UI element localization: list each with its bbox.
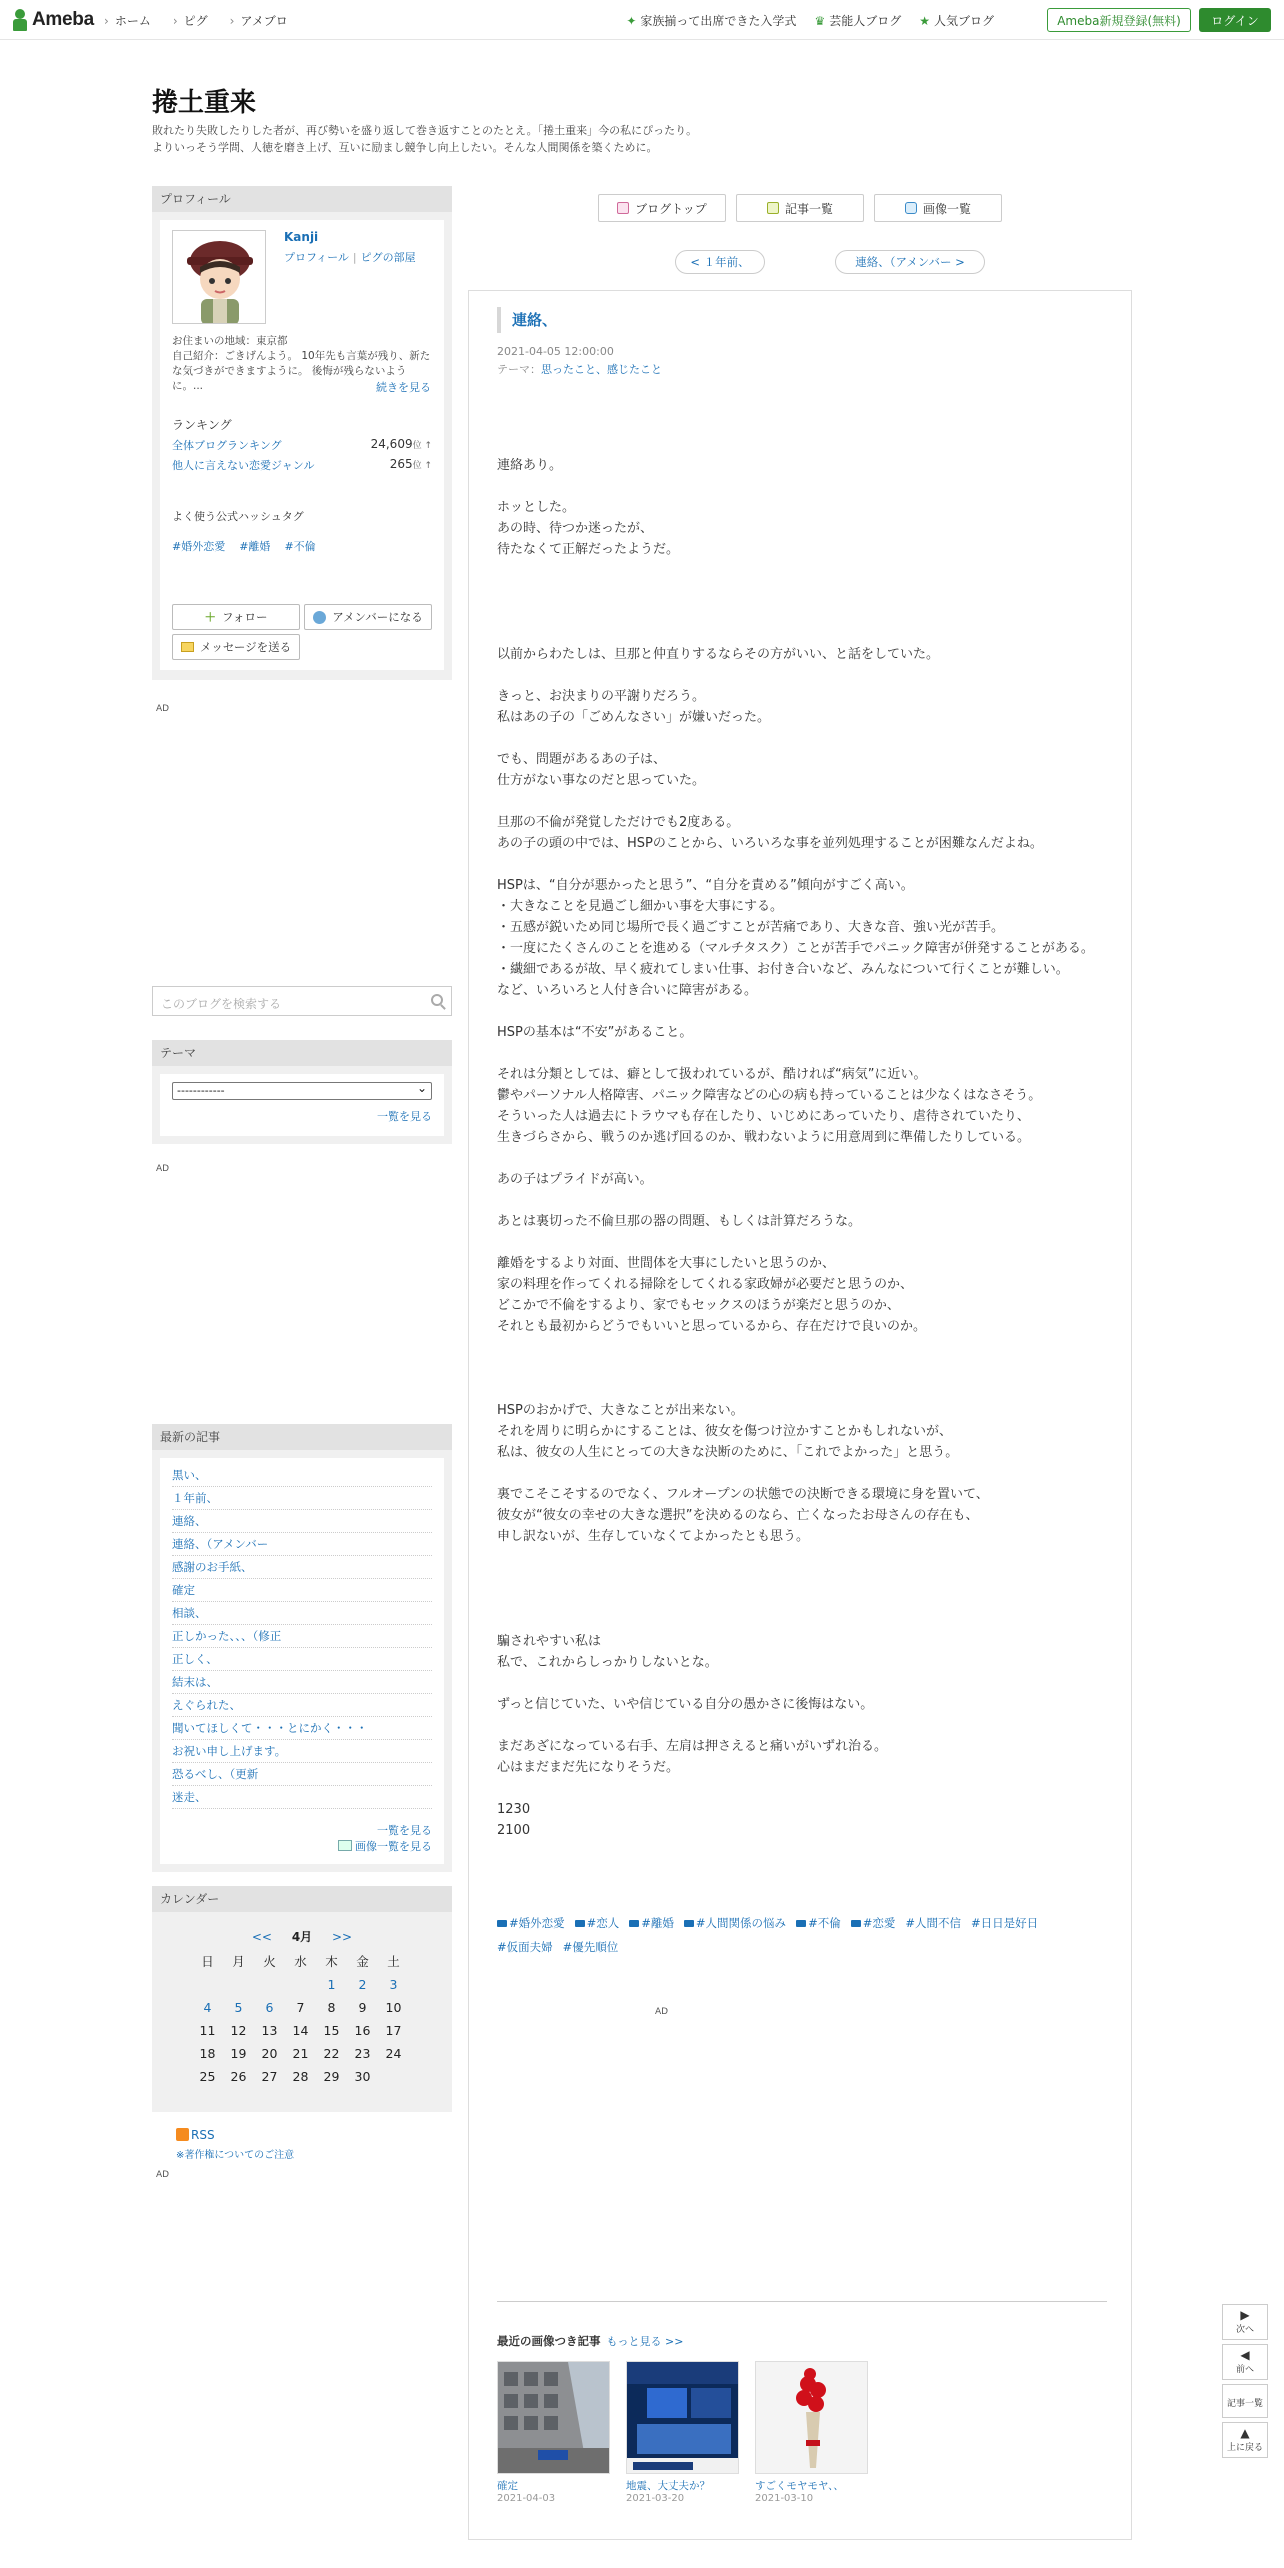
float-list-label: 記事一覧 <box>1226 2399 1263 2409</box>
calendar-month: 4月 <box>291 1930 313 1944</box>
calendar-day[interactable]: 1 <box>327 1977 336 1992</box>
calendar-grid <box>192 1950 409 2088</box>
article-list-icon <box>767 202 779 214</box>
article-tag-label: #人間不信 <box>905 1916 961 1930</box>
float-prev-label: 前へ <box>1235 2365 1254 2375</box>
recent-item[interactable]: 迷走、 <box>172 1786 432 1809</box>
blog-title[interactable]: 捲土重来 <box>152 88 257 118</box>
hashtag-title: よく使う公式ハッシュタグ <box>172 510 304 523</box>
recent-articles-box <box>152 1424 452 1872</box>
building-thumbnail <box>497 2361 610 2474</box>
calendar-weekday: 土 <box>387 1954 400 1969</box>
avatar-image <box>173 231 266 324</box>
tag-icon <box>575 1920 585 1927</box>
camera-icon <box>905 202 917 214</box>
triangle-up-icon: ▲ <box>1240 2426 1250 2440</box>
rank-genre-value <box>390 457 432 471</box>
calendar-day: 26 <box>230 2069 247 2084</box>
profile-heading: プロフィール <box>152 186 452 212</box>
article-theme-link[interactable]: 思ったこと、感じたこと <box>541 363 662 376</box>
image-icon <box>338 1840 352 1851</box>
amember-label: アメンバーになる <box>332 610 423 624</box>
article-tag-label: #離婚 <box>641 1916 674 1930</box>
article-title[interactable]: 連絡、 <box>497 307 557 333</box>
link-popular-label: 人気ブログ <box>933 14 994 28</box>
hashtag-item[interactable]: #不倫 <box>284 540 316 553</box>
recent-item[interactable]: 恐るべし、（更新 <box>172 1763 432 1786</box>
article-tag[interactable] <box>851 1916 896 1930</box>
article-tag[interactable] <box>796 1916 841 1930</box>
calendar-day: 12 <box>230 2023 247 2038</box>
calendar-day: 16 <box>354 2023 371 2038</box>
recent-item[interactable]: 連絡、 <box>172 1510 432 1533</box>
message-button[interactable] <box>172 634 300 660</box>
hashtag-list <box>172 538 316 554</box>
blog-description <box>152 122 772 156</box>
calendar-next[interactable]: >> <box>332 1930 353 1944</box>
profile-box <box>152 186 452 680</box>
recent-image-caption: 地震、大丈夫か？ <box>626 2480 710 2492</box>
recent-item[interactable]: 正しく、 <box>172 1648 432 1671</box>
recent-images-heading <box>497 2333 683 2349</box>
link-celebrity-blog[interactable] <box>814 12 901 29</box>
follow-label: フォロー <box>222 610 268 624</box>
theme-selected-value: ------------ <box>177 1084 225 1097</box>
next-article-button[interactable]: 連絡、（アメンバー > <box>835 250 985 274</box>
calendar-day: 8 <box>327 2000 336 2015</box>
recent-item[interactable]: １年前、 <box>172 1487 432 1510</box>
profile-location: お住まいの地域：東京都 <box>172 335 288 347</box>
float-next-button[interactable] <box>1222 2304 1268 2340</box>
calendar-day: 19 <box>230 2046 247 2061</box>
image-list-label: 画像一覧を見る <box>355 1840 432 1853</box>
recent-image-caption: すごくモヤモヤ、、 <box>755 2480 844 2492</box>
follow-button[interactable] <box>172 604 300 630</box>
calendar-day: 14 <box>292 2023 309 2038</box>
article-tag-label: #恋愛 <box>862 1916 896 1930</box>
divider <box>497 2301 1107 2302</box>
calendar-day: 24 <box>385 2046 402 2061</box>
theme-box <box>152 1040 452 1144</box>
building-image <box>498 2362 610 2474</box>
blog-desc-line1: 敗れたり失敗したりした者が、再び勢いを盛り返して巻き返すことのたとえ。「捲土重来」今の私にぴったり。 <box>152 124 698 137</box>
recent-images-title: 最近の画像つき記事 <box>497 2334 601 2348</box>
nav-ameblo[interactable]: › アメブロ <box>230 12 288 29</box>
tab-blog-top-label: ブログトップ <box>635 201 707 216</box>
float-top-label: 上に戻る <box>1226 2443 1263 2453</box>
tag-icon <box>497 1920 507 1927</box>
calendar-empty-cell <box>285 1973 316 1996</box>
prev-article-button[interactable]: < １年前、 <box>675 250 765 274</box>
top-links <box>626 12 994 29</box>
tag-icon <box>629 1920 639 1927</box>
news-image <box>627 2362 739 2474</box>
ranking-title: ランキング <box>172 418 232 432</box>
article-tag[interactable] <box>575 1916 620 1930</box>
article-tag-label: #人間関係の悩み <box>695 1916 787 1930</box>
blog-top-icon <box>617 202 629 214</box>
calendar-day: 17 <box>385 2023 402 2038</box>
rank-overall[interactable] <box>172 437 432 453</box>
article-tag[interactable] <box>497 1940 553 1954</box>
calendar-day: 22 <box>323 2046 340 2061</box>
article-tag-label: #不倫 <box>808 1916 841 1930</box>
ameba-logo[interactable] <box>12 8 94 32</box>
recent-inner <box>160 1458 444 1864</box>
calendar-day[interactable]: 4 <box>203 2000 212 2015</box>
theme-heading: テーマ <box>152 1040 452 1066</box>
rank-genre-unit: 位 ↑ <box>412 461 432 471</box>
article-tag-label: #仮面夫婦 <box>497 1940 553 1954</box>
article-tag-label: #日日是好日 <box>970 1916 1039 1930</box>
top-nav <box>104 12 288 29</box>
recent-item[interactable]: 黒い、 <box>172 1464 432 1487</box>
recent-item[interactable]: 連絡、（アメンバー <box>172 1533 432 1556</box>
calendar-heading: カレンダー <box>152 1886 452 1912</box>
calendar-day: 18 <box>199 2046 216 2061</box>
calendar-day: 9 <box>358 2000 367 2015</box>
calendar-day: 15 <box>323 2023 340 2038</box>
article <box>468 290 1132 2540</box>
top-navbar <box>0 0 1284 40</box>
recent-image-date: 2021-03-10 <box>755 2493 814 2504</box>
rank-overall-unit: 位 ↑ <box>412 441 432 451</box>
recent-item[interactable]: 確定 <box>172 1579 432 1602</box>
triangle-left-icon: ◀ <box>1240 2348 1250 2362</box>
calendar-empty-cell <box>254 1973 285 1996</box>
plus-icon: ＋ <box>204 610 217 624</box>
tab-article-list[interactable] <box>736 194 864 222</box>
recent-image-item[interactable] <box>755 2361 868 2504</box>
calendar-day: 20 <box>261 2046 278 2061</box>
nav-pigg[interactable]: › ピグ <box>173 12 208 29</box>
calendar-nav <box>152 1928 452 1945</box>
article-tag[interactable] <box>629 1916 674 1930</box>
nav-home[interactable]: › ホーム <box>104 12 151 29</box>
recent-image-item[interactable] <box>626 2361 739 2504</box>
ameba-logo-icon <box>12 9 28 31</box>
calendar-day: 29 <box>323 2069 340 2084</box>
tab-blog-top[interactable] <box>598 194 726 222</box>
recent-list-link[interactable]: 一覧を見る <box>377 1824 432 1837</box>
article-tag-label: #優先順位 <box>562 1940 619 1954</box>
pigg-room-link[interactable]: ピグの部屋 <box>360 251 416 264</box>
link-ceremony-label: 家族揃って出席できた入学式 <box>640 14 797 28</box>
calendar-empty-cell <box>192 1973 223 1996</box>
article-tag[interactable] <box>905 1916 961 1930</box>
tab-article-list-label: 記事一覧 <box>784 201 833 216</box>
calendar-day: 28 <box>292 2069 309 2084</box>
recent-image-caption: 確定 <box>497 2480 518 2492</box>
recent-item[interactable]: 聞いてほしくて・・・とにかく・・・ <box>172 1717 432 1740</box>
separator: | <box>352 251 357 264</box>
recent-image-date: 2021-03-20 <box>626 2493 685 2504</box>
tab-image-list-label: 画像一覧 <box>922 201 971 216</box>
calendar-weekday: 木 <box>325 1954 338 1969</box>
calendar-day: 13 <box>261 2023 278 2038</box>
article-tag-label: #恋人 <box>586 1916 620 1930</box>
logo-text: Ameba <box>32 9 94 30</box>
article-theme <box>497 361 662 377</box>
recent-images-more-link[interactable]: もっと見る >> <box>606 2335 684 2348</box>
rss-label: RSS <box>191 2128 215 2142</box>
calendar-day: 11 <box>199 2023 216 2038</box>
profile-more-link[interactable]: 続きを見る <box>376 381 431 394</box>
calendar-day: 23 <box>354 2046 371 2061</box>
calendar-day: 27 <box>261 2069 278 2084</box>
article-tag[interactable] <box>971 1916 1038 1930</box>
news-thumbnail <box>626 2361 739 2474</box>
calendar-day: 7 <box>296 2000 305 2015</box>
article-tag-label: #婚外恋愛 <box>509 1916 565 1930</box>
amember-icon <box>313 611 326 624</box>
recent-item[interactable]: 相談、 <box>172 1602 432 1625</box>
article-body: 連絡あり。 ホッとした。 あの時、待つか迷ったが、 待たなくて正解だったようだ。 以前からわたしは、旦那と仲直りするならその方がいい、と話をしていた。 きっと、お決まりの平謝りだろう。 私はあの子の「ごめんなさい」が嫌いだった。 でも、問題があるあの子は、 仕方がない事なのだと思っていた。 旦那の不倫が発覚しただけでも2度ある。 あの子の頭の中では、HSPのことから、いろいろな事を並列処理することが困難なんだよね。 HSPは、“自分が悪かったと思う”、“自分を責める”傾向がすごく高い。 ・大きなことを見過ごし細かい事を大事にする。 ・五感が鋭いため同じ場所で長く過ごすことが苦痛であり、大きな音、強い光が苦手。 ・一度にたくさんのことを進める（マルチタスク）ことが苦手でパニック障害が併発することがある。 ・繊細であるが故、早く疲れてしまい仕事、お付き合いなど、みんなについて行くことが難しい。 など、いろいろと人付き合いに障害がある。 HSPの基本は“不安”があること。 それは分類としては、癖として扱われているが、酷ければ“病気”に近い。 鬱やパーソナル人格障害、パニック障害などの心の病も持っていることは少なくはなさそう。 そういった人は過去にトラウマも存在したり、いじめにあっていたり、虐待されていたり、 生きづらさから、戦うのか逃げ回るのか、戦わないように用意周到に準備したりしている。 あの子はプライドが高い。 あとは裏切った不倫旦那の器の問題、もしくは計算だろうな。 離婚をするより対面、世間体を大事にしたいと思うのか、 家の料理を作ってくれる掃除をしてくれる家政婦が必要だと思うのか、 どこかで不倫をするより、家でもセックスのほうが楽だと思うのか、 それとも最初からどうでもいいと思っているから、存在だけで良いのか。 HSPのおかげで、大きなことが出来ない。 それを周りに明らかにすることは、彼女を傷つけ泣かすことかもしれないが、 私は、彼女の人生にとっての大きな決断のために、「これでよかった」と思う。 裏でこそこそするのでなく、フルオープンの状態での決断できる環境に身を置いて、 彼女が“彼女の幸せの大きな選択”を決めるのなら、亡くなったお母さんの存在も、 申し訳ないが、生存していなくてよかったとも思う。 騙されやすい私は 私で、これからしっかりしないとな。 ずっと信じていた、いや信じている自分の愚かさに後悔はない。 まだあざになっている右手、左肩は押さえると痛いがいずれ治る。 心はまだまだ先になりそうだ。 1230 2100 <box>497 458 1094 1838</box>
search-placeholder: このブログを検索する <box>161 997 282 1011</box>
amember-button[interactable] <box>304 604 432 630</box>
calendar-day[interactable]: 3 <box>389 1977 398 1992</box>
login-button[interactable]: ログイン <box>1199 8 1271 32</box>
rss-icon <box>176 2128 189 2141</box>
calendar-day[interactable]: 6 <box>265 2000 274 2015</box>
link-celebrity-label: 芸能人ブログ <box>829 14 902 28</box>
hashtag-item[interactable]: #離婚 <box>239 540 271 553</box>
rank-overall-label: 全体ブログランキング <box>172 439 282 452</box>
rss-link[interactable] <box>176 2128 215 2142</box>
tag-icon <box>796 1920 806 1927</box>
article-date: 2021-04-05 12:00:00 <box>497 345 614 358</box>
recent-item[interactable]: お祝い申し上げます。 <box>172 1740 432 1763</box>
calendar-weekday: 月 <box>232 1954 245 1969</box>
profile-intro: 自己紹介：ごきげんよう。 10年先も言葉が残り、新たな気づきができますように。 後悔が残らないように。... <box>172 350 431 392</box>
article-tags <box>497 1911 1107 1959</box>
profile-inner <box>160 220 444 670</box>
rank-overall-number: 24,609 <box>370 437 413 451</box>
signup-button[interactable]: Ameba新規登録(無料) <box>1047 8 1191 32</box>
bouquet-thumbnail <box>755 2361 868 2474</box>
blog-search-input[interactable] <box>152 986 452 1016</box>
article-tag[interactable] <box>563 1940 619 1954</box>
tab-image-list[interactable] <box>874 194 1002 222</box>
calendar-day: 30 <box>354 2069 371 2084</box>
avatar[interactable] <box>172 230 266 324</box>
rank-genre[interactable] <box>172 457 432 473</box>
recent-image-item[interactable] <box>497 2361 610 2504</box>
calendar-day[interactable]: 5 <box>234 2000 243 2015</box>
tag-icon <box>684 1920 694 1927</box>
envelope-icon <box>181 642 194 652</box>
calendar-prev[interactable]: << <box>251 1930 272 1944</box>
float-next-label: 次へ <box>1235 2325 1254 2335</box>
recent-heading: 最新の記事 <box>152 1424 452 1450</box>
recent-item[interactable]: 結末は、 <box>172 1671 432 1694</box>
copyright-note-link[interactable]: ※著作権についてのご注意 <box>176 2150 295 2161</box>
recent-item[interactable]: えぐられた、 <box>172 1694 432 1717</box>
float-list-button[interactable] <box>1222 2384 1268 2418</box>
profile-link[interactable]: プロフィール <box>284 251 349 264</box>
rank-genre-label: 他人に言えない恋愛ジャンル <box>172 459 315 472</box>
calendar-day: 21 <box>292 2046 309 2061</box>
profile-links <box>284 249 416 265</box>
recent-item[interactable]: 感謝のお手紙、 <box>172 1556 432 1579</box>
calendar-weekday: 水 <box>294 1954 307 1969</box>
float-prev-button[interactable] <box>1222 2344 1268 2380</box>
sparkle-icon: ✦ <box>626 14 637 28</box>
star-icon: ★ <box>919 14 930 28</box>
ad-label: AD <box>655 2007 669 2017</box>
calendar-day: 10 <box>385 2000 402 2015</box>
rank-overall-value <box>371 437 432 451</box>
theme-inner <box>160 1074 444 1136</box>
recent-list <box>172 1464 432 1809</box>
ad-label: AD <box>156 2170 170 2180</box>
article-theme-label: テーマ： <box>497 363 541 376</box>
blog-desc-line2: よりいっそう学問、人徳を磨き上げ、互いに励まし競争し向上したい。そんな人間関係を築くために。 <box>152 141 658 154</box>
calendar-day[interactable]: 2 <box>358 1977 367 1992</box>
theme-list-link[interactable]: 一覧を見る <box>377 1110 432 1123</box>
ad-label: AD <box>156 704 170 714</box>
theme-select[interactable] <box>172 1082 432 1100</box>
hashtag-item[interactable]: #婚外恋愛 <box>172 540 226 553</box>
crown-icon: ♛ <box>814 14 826 28</box>
calendar-weekday: 日 <box>201 1954 214 1969</box>
recent-item[interactable]: 正しかった、、、（修正 <box>172 1625 432 1648</box>
calendar-day: 25 <box>199 2069 216 2084</box>
rank-genre-number: 265 <box>389 457 413 471</box>
message-label: メッセージを送る <box>199 640 292 654</box>
article-tag[interactable] <box>497 1916 565 1930</box>
article-tag[interactable] <box>684 1916 786 1930</box>
recent-image-date: 2021-04-03 <box>497 2493 556 2504</box>
link-ceremony[interactable] <box>626 12 796 29</box>
ad-label: AD <box>156 1164 170 1174</box>
calendar-weekday: 金 <box>356 1954 369 1969</box>
calendar-empty-cell <box>223 1973 254 1996</box>
calendar-box <box>152 1886 452 2112</box>
float-top-button[interactable] <box>1222 2422 1268 2458</box>
calendar-weekday: 火 <box>263 1954 276 1969</box>
bouquet-image <box>756 2362 868 2474</box>
profile-name[interactable]: Kanji <box>284 230 319 244</box>
tag-icon <box>851 1920 861 1927</box>
search-icon[interactable] <box>431 994 443 1006</box>
link-popular-blog[interactable] <box>919 12 994 29</box>
image-list-link[interactable] <box>338 1838 432 1854</box>
triangle-right-icon: ▶ <box>1240 2308 1250 2322</box>
